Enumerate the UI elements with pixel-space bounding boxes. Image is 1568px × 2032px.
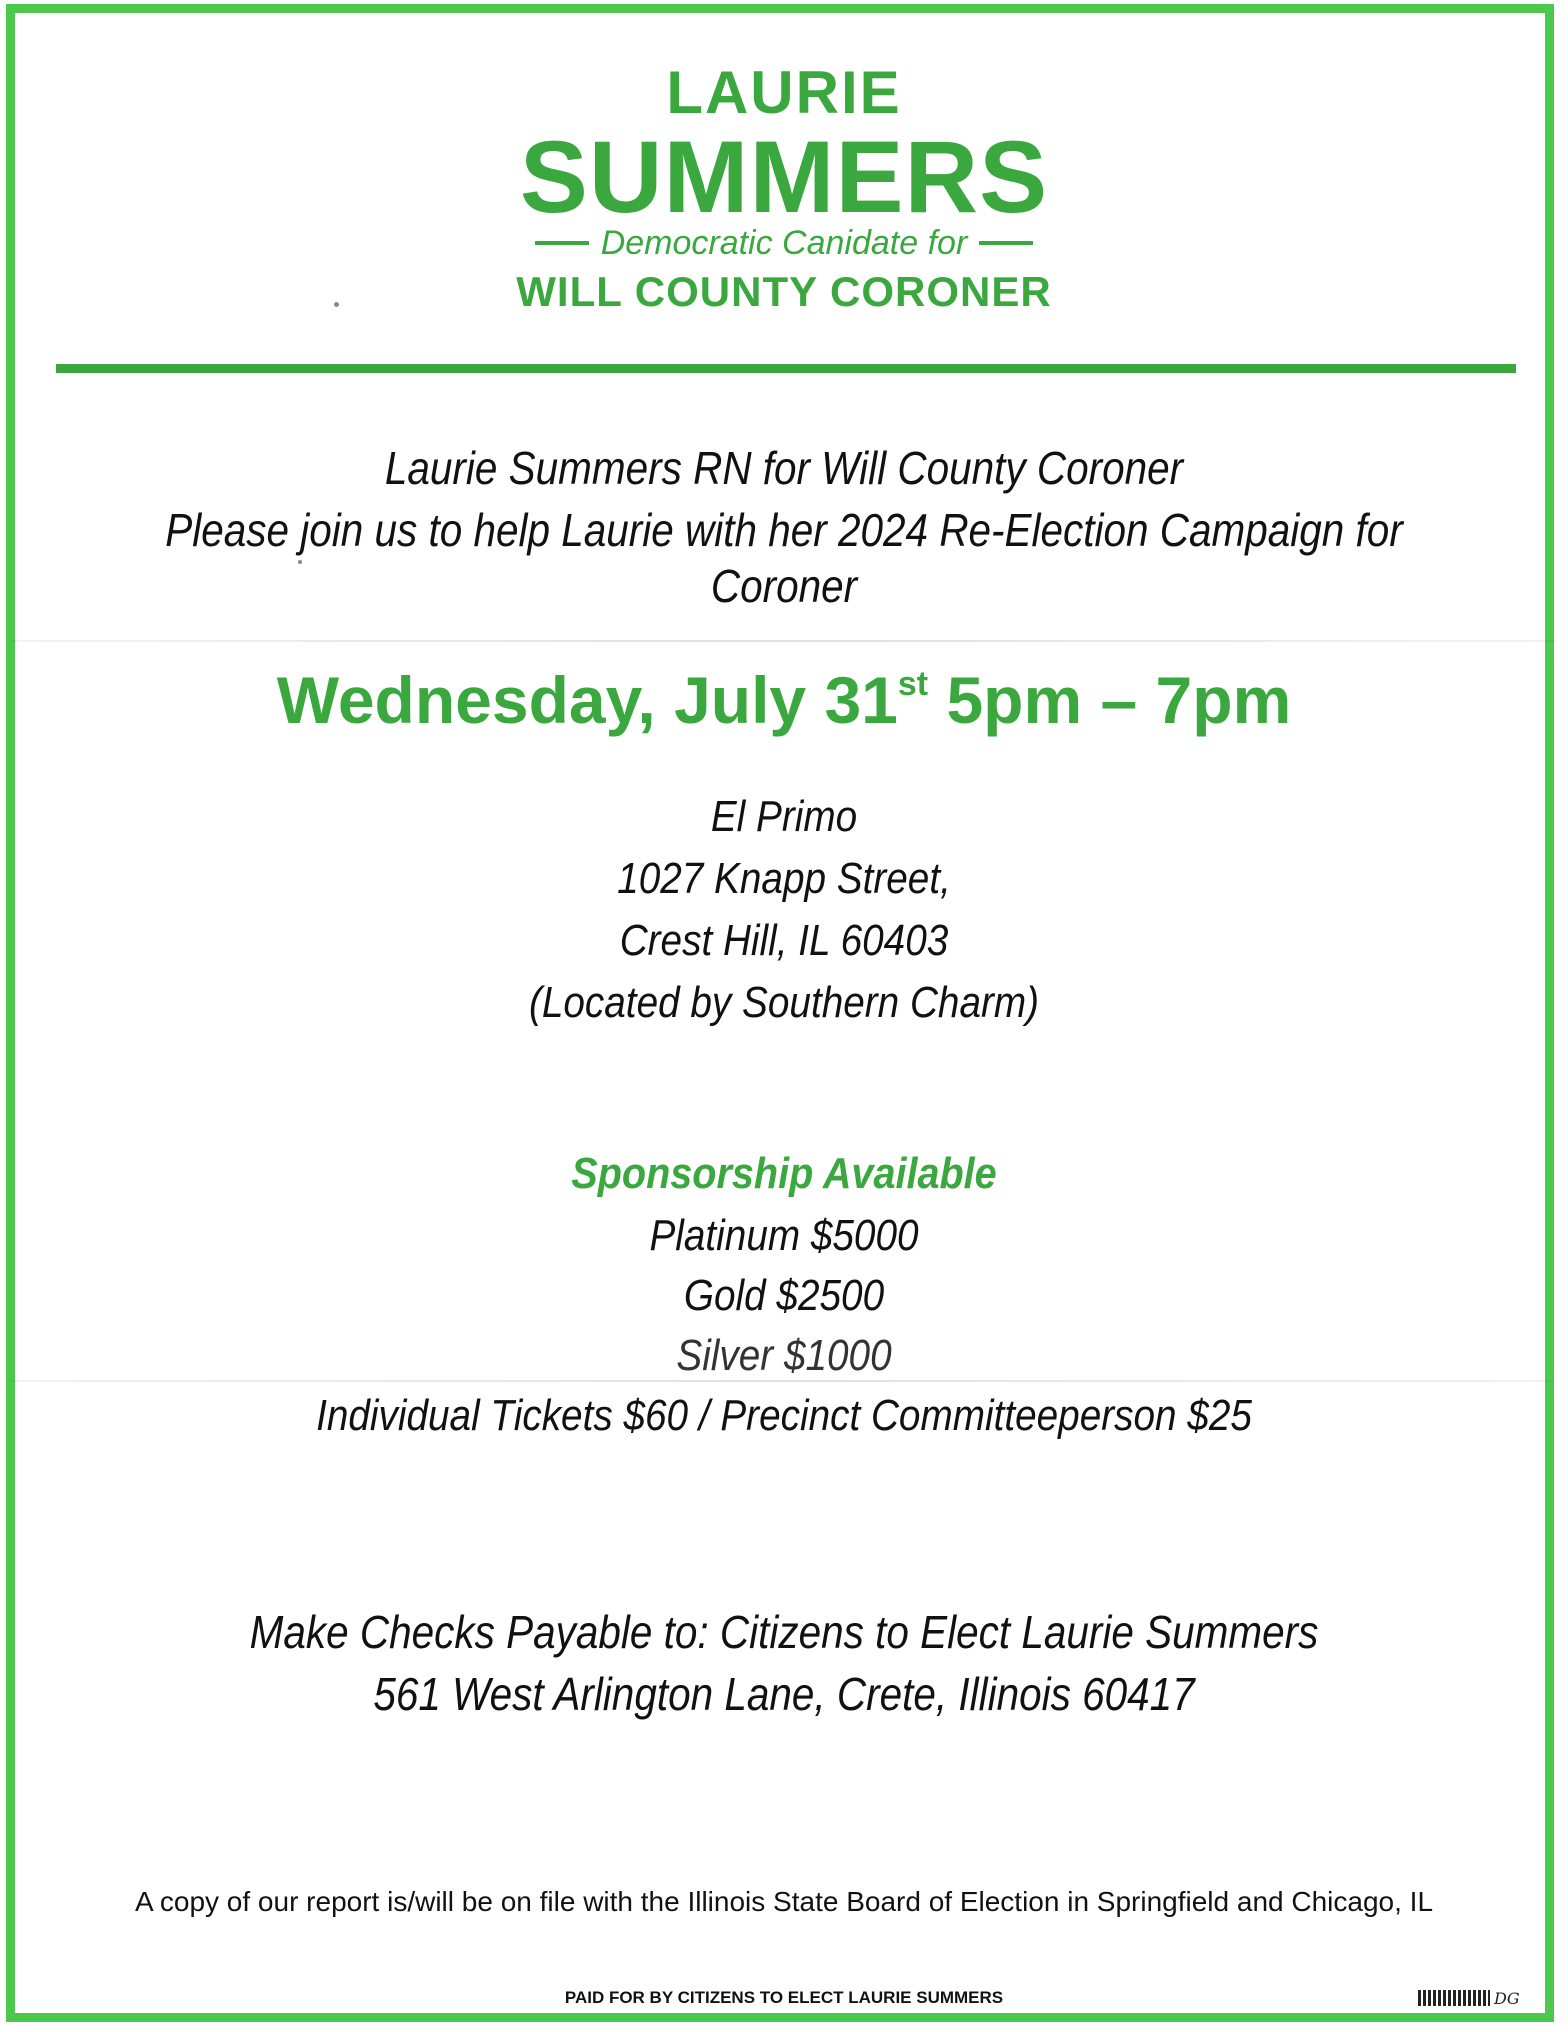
ticket-prices: Individual Tickets $60 / Precinct Committeeperson $25: [316, 1391, 1252, 1440]
intro-line-1: Laurie Summers RN for Will County Coroner: [384, 442, 1184, 494]
paper-fold-line: [12, 640, 1556, 642]
candidate-subtitle: [0, 222, 1568, 264]
candidate-last-name: SUMMERS: [519, 120, 1049, 234]
union-bug-graphic: [1418, 1990, 1490, 2006]
report-notice: A copy of our report is/will be on file with the Illinois State Board of Election in Springfield and Chicago, IL: [134, 1886, 1434, 1917]
header-divider: [56, 364, 1516, 373]
intro-line-2: Please join us to help Laurie with her 2024 Re-Election Campaign for Coroner: [165, 504, 1403, 612]
venue-street: 1027 Knapp Street,: [617, 854, 951, 903]
checks-mailing-address: 561 West Arlington Lane, Crete, Illinois 60417: [373, 1668, 1195, 1720]
event-time: 5pm – 7pm: [928, 663, 1292, 737]
subtitle-dash-right: [979, 241, 1033, 245]
sponsorship-tier-silver: Silver $1000: [676, 1331, 892, 1380]
sponsorship-tier-platinum: Platinum $5000: [649, 1211, 919, 1260]
sponsorship-heading: Sponsorship Available: [571, 1149, 997, 1198]
event-date-time: [0, 662, 1568, 738]
venue-name: El Primo: [710, 792, 858, 841]
subtitle-dash-left: [535, 241, 589, 245]
venue-city: Crest Hill, IL 60403: [619, 916, 949, 965]
paid-for-disclaimer: PAID FOR BY CITIZENS TO ELECT LAURIE SUMMERS: [564, 1988, 1004, 2007]
venue-landmark: (Located by Southern Charm): [528, 978, 1040, 1027]
union-bug-logo: [1418, 1987, 1522, 2009]
union-bug-mark: DG: [1494, 1988, 1520, 2008]
office-title: WILL COUNTY CORONER: [516, 268, 1052, 315]
event-date-ordinal: st: [897, 665, 929, 703]
sponsorship-tier-gold: Gold $2500: [683, 1271, 885, 1320]
event-date: Wednesday, July 31: [276, 663, 898, 737]
candidate-first-name: LAURIE: [666, 59, 902, 126]
checks-payable-to: Make Checks Payable to: Citizens to Elect Laurie Summers: [249, 1606, 1319, 1658]
subtitle-text: Democratic Canidate for: [600, 224, 968, 262]
